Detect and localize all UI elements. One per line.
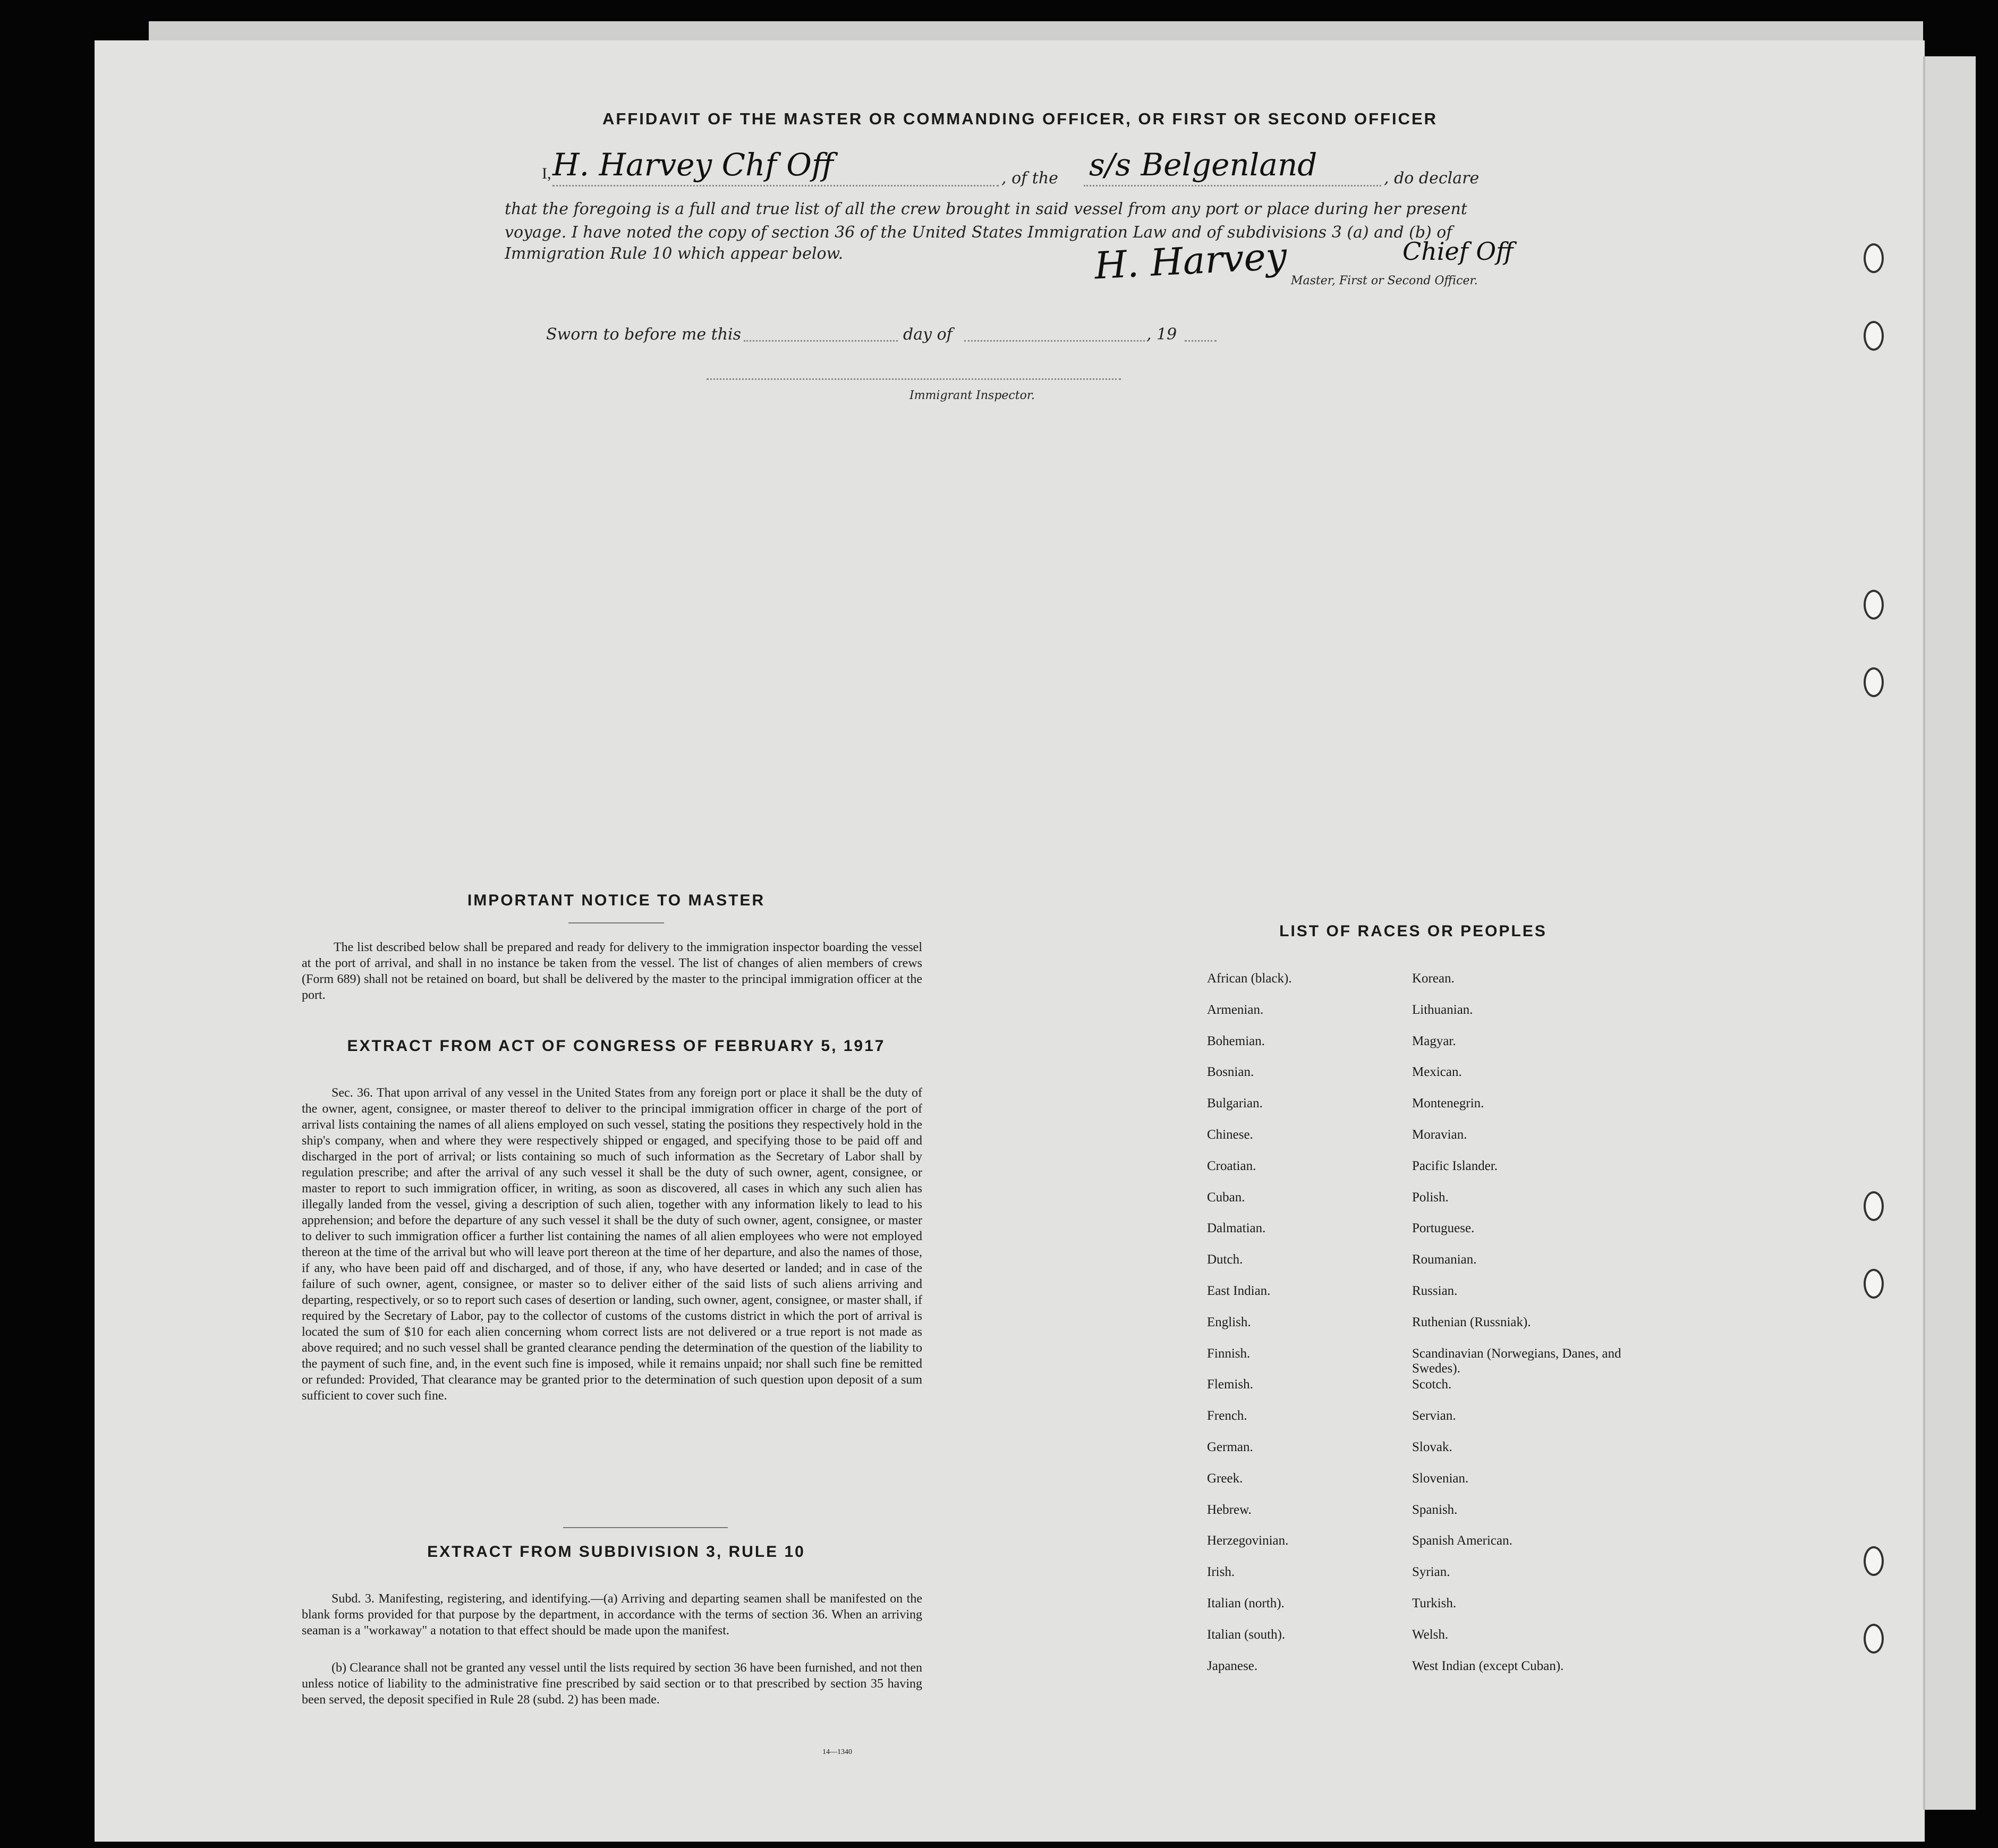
sworn-prefix: Sworn to before me this [546,325,742,344]
race-item: Portuguese. [1412,1221,1475,1236]
race-item: Bosnian. [1207,1065,1254,1080]
binder-hole-icon [1864,1624,1884,1654]
race-item: Mexican. [1412,1065,1462,1080]
race-item: Croatian. [1207,1158,1256,1173]
extract-rule-heading: EXTRACT FROM SUBDIVISION 3, RULE 10 [427,1543,805,1561]
race-item: Italian (south). [1207,1627,1286,1642]
race-item: Lithuanian. [1412,1002,1473,1017]
extract-act-text: Sec. 36. That upon arrival of any vessel in the United States from any foreign port or place it shall be the duty of the owner, agent, consignee, or master thereof to deliver to the principal immigration officer in charge of the port of arrival lists containing the names of all aliens employed on such vessel, stating the positions they respectively hold in the ship's company, when and where they were respectively shipped or engaged, and specifying those to be paid off and discharged in the port of arrival; or lists containing so much of such information as the Secretary of Labor shall by regulation prescribe; and after the arrival of any such vessel it shall be the duty of such owner, agent, consignee, or master to report to such immigration officer, in writing, as soon as discovered, all cases in which any such alien has illegally landed from the vessel, giving a description of such alien, together with any information likely to lead to his apprehension; and before the departure of any such vessel it shall be the duty of such owner, agent, consignee, or master to deliver to such immigration officer a further list containing the names of all alien employees who were not employed thereon at the time of the arrival but who will leave port thereon at the time of her departure, and also the names of those, if any, who have been paid off and discharged, and of those, if any, who have deserted or landed; and in case of the failure of such owner, agent, consignee, or master so to deliver either of the said lists of such aliens arriving and departing, respectively, or so to report such cases of desertion or landing, such owner, agent, consignee, or master shall, if required by the Secretary of Labor, pay to the collector of customs of the customs district in which the port of arrival is located the sum of $10 for each alien concerning whom correct lists are not delivered or a true report is not made as above required; and no such vessel shall be granted clearance pending the determination of the question of the liability to the payment of such fine, and, in the event such fine is imposed, while it remains unpaid; nor shall such fine be remitted or refunded: Provided, That clearance may be granted prior to the determination of such question upon deposit of a sum sufficient to cover such fine. [302,1086,922,1403]
race-item: Bohemian. [1207,1033,1265,1048]
race-item: English. [1207,1315,1251,1329]
officer-name-rule [552,185,999,187]
race-item: Korean. [1412,971,1455,986]
binder-hole-icon [1864,1269,1884,1299]
race-item: Flemish. [1207,1377,1253,1392]
race-item: Japanese. [1207,1658,1258,1673]
page-top-edge [149,21,1923,41]
race-item: Pacific Islander. [1412,1158,1498,1173]
affidavit-line2: that the foregoing is a full and true list of all the crew brought in said vessel from any port or place during her present [505,200,1467,218]
race-item: Russian. [1412,1283,1458,1298]
race-item: Hebrew. [1207,1502,1252,1517]
race-item: German. [1207,1439,1253,1454]
race-item: West Indian (except Cuban). [1412,1658,1564,1673]
binder-hole-icon [1864,1191,1884,1221]
race-item: Ruthenian (Russniak). [1412,1315,1531,1329]
race-item: Finnish. [1207,1346,1251,1361]
race-item: Dalmatian. [1207,1221,1266,1236]
binder-hole-icon [1864,1546,1884,1576]
do-declare-label: , do declare [1384,169,1480,188]
race-item: Slovenian. [1412,1471,1469,1486]
form-number: 14—1340 [822,1748,852,1756]
race-item: Moravian. [1412,1127,1467,1142]
race-item: Polish. [1412,1190,1449,1205]
race-item: Turkish. [1412,1596,1457,1610]
race-item: Spanish. [1412,1502,1458,1517]
notice-text: The list described below shall be prepared and ready for delivery to the immigration inspector boarding the vessel at the port of arrival, and shall in no instance be taken from the vessel. The list of changes of alien members of crews (Form 689) shall not be retained on board, but shall be delivered by the master to the principal immigration officer at the port. [302,940,922,1002]
affidavit-line1-prefix: I, [542,165,551,182]
binder-hole-icon [1864,667,1884,697]
extract-rule-text-a: Subd. 3. Manifesting, registering, and identifying.—(a) Arriving and departing seamen shall be manifested on the blank forms provided for that purpose by the department, in accordance with the terms of section 36. When an arriving seaman is a "workaway" a notation to that effect should be made upon the manifest. [302,1592,922,1638]
affidavit-line3: voyage. I have noted the copy of section 36 of the United States Immigration Law and of subdivisions 3 (a) and (b) of [505,223,1452,242]
race-item: Montenegrin. [1412,1096,1484,1111]
race-item: Bulgarian. [1207,1096,1263,1111]
year-prefix: , 19 [1146,325,1177,344]
inspector-signature-rule [707,378,1121,380]
page-side-edge [1923,56,1976,1810]
race-item: East Indian. [1207,1283,1271,1298]
race-item: Scotch. [1412,1377,1452,1392]
race-item: Roumanian. [1412,1252,1477,1267]
binder-hole-icon [1864,590,1884,620]
race-item: Italian (north). [1207,1596,1285,1610]
race-item: Greek. [1207,1471,1243,1486]
signature-title: Chief Off [1402,237,1514,266]
race-item: Syrian. [1412,1565,1450,1580]
vessel-name-rule [1084,185,1381,187]
races-left-column [1207,971,1388,1690]
inspector-caption: Immigrant Inspector. [909,389,1035,402]
race-item: Magyar. [1412,1033,1456,1048]
race-item: Dutch. [1207,1252,1243,1267]
officer-name-handwritten: H. Harvey Chf Off [552,147,834,183]
sworn-day-rule [744,340,898,342]
race-item: Scandinavian (Norwegians, Danes, and Swedes). [1412,1346,1621,1376]
notice-heading-rule [568,922,664,923]
of-the-label: , of the [1001,169,1058,188]
race-item: Spanish American. [1412,1533,1512,1548]
race-item: Herzegovinian. [1207,1533,1289,1548]
race-item: French. [1207,1409,1247,1423]
race-item: Servian. [1412,1409,1456,1423]
races-right-column [1412,971,1635,1690]
affidavit-line4: Immigration Rule 10 which appear below. [505,244,844,263]
sworn-year-rule [1185,340,1217,342]
vessel-name-handwritten: s/s Belgenland [1089,147,1317,183]
sworn-month-rule [964,340,1145,342]
officer-signature: H. Harvey [1093,234,1288,288]
day-of-label: day of [903,325,953,344]
extract-rule-text-b: (b) Clearance shall not be granted any vessel until the lists required by section 36 have been furnished, and not then unless notice of liability to the administrative fine prescribed by said section or to that prescribed by section 35 having been served, the deposit specified in Rule 28 (subd. 2) has been made. [302,1661,922,1707]
race-item: Irish. [1207,1565,1235,1580]
affidavit-heading: AFFIDAVIT OF THE MASTER OR COMMANDING OFFICER, OR FIRST OR SECOND OFFICER [602,109,1438,128]
extract-act-end-rule [563,1527,728,1528]
race-item: Armenian. [1207,1002,1264,1017]
signature-caption: Master, First or Second Officer. [1291,274,1478,287]
race-item: Chinese. [1207,1127,1253,1142]
race-item: Welsh. [1412,1627,1449,1642]
race-item: Cuban. [1207,1190,1245,1205]
notice-heading: IMPORTANT NOTICE TO MASTER [467,892,766,909]
race-item: African (black). [1207,971,1292,986]
extract-act-heading: EXTRACT FROM ACT OF CONGRESS OF FEBRUARY 5, 1917 [347,1037,886,1055]
binder-hole-icon [1864,321,1884,351]
races-heading: LIST OF RACES OR PEOPLES [1279,922,1547,940]
race-item: Slovak. [1412,1439,1452,1454]
binder-hole-icon [1864,243,1884,273]
